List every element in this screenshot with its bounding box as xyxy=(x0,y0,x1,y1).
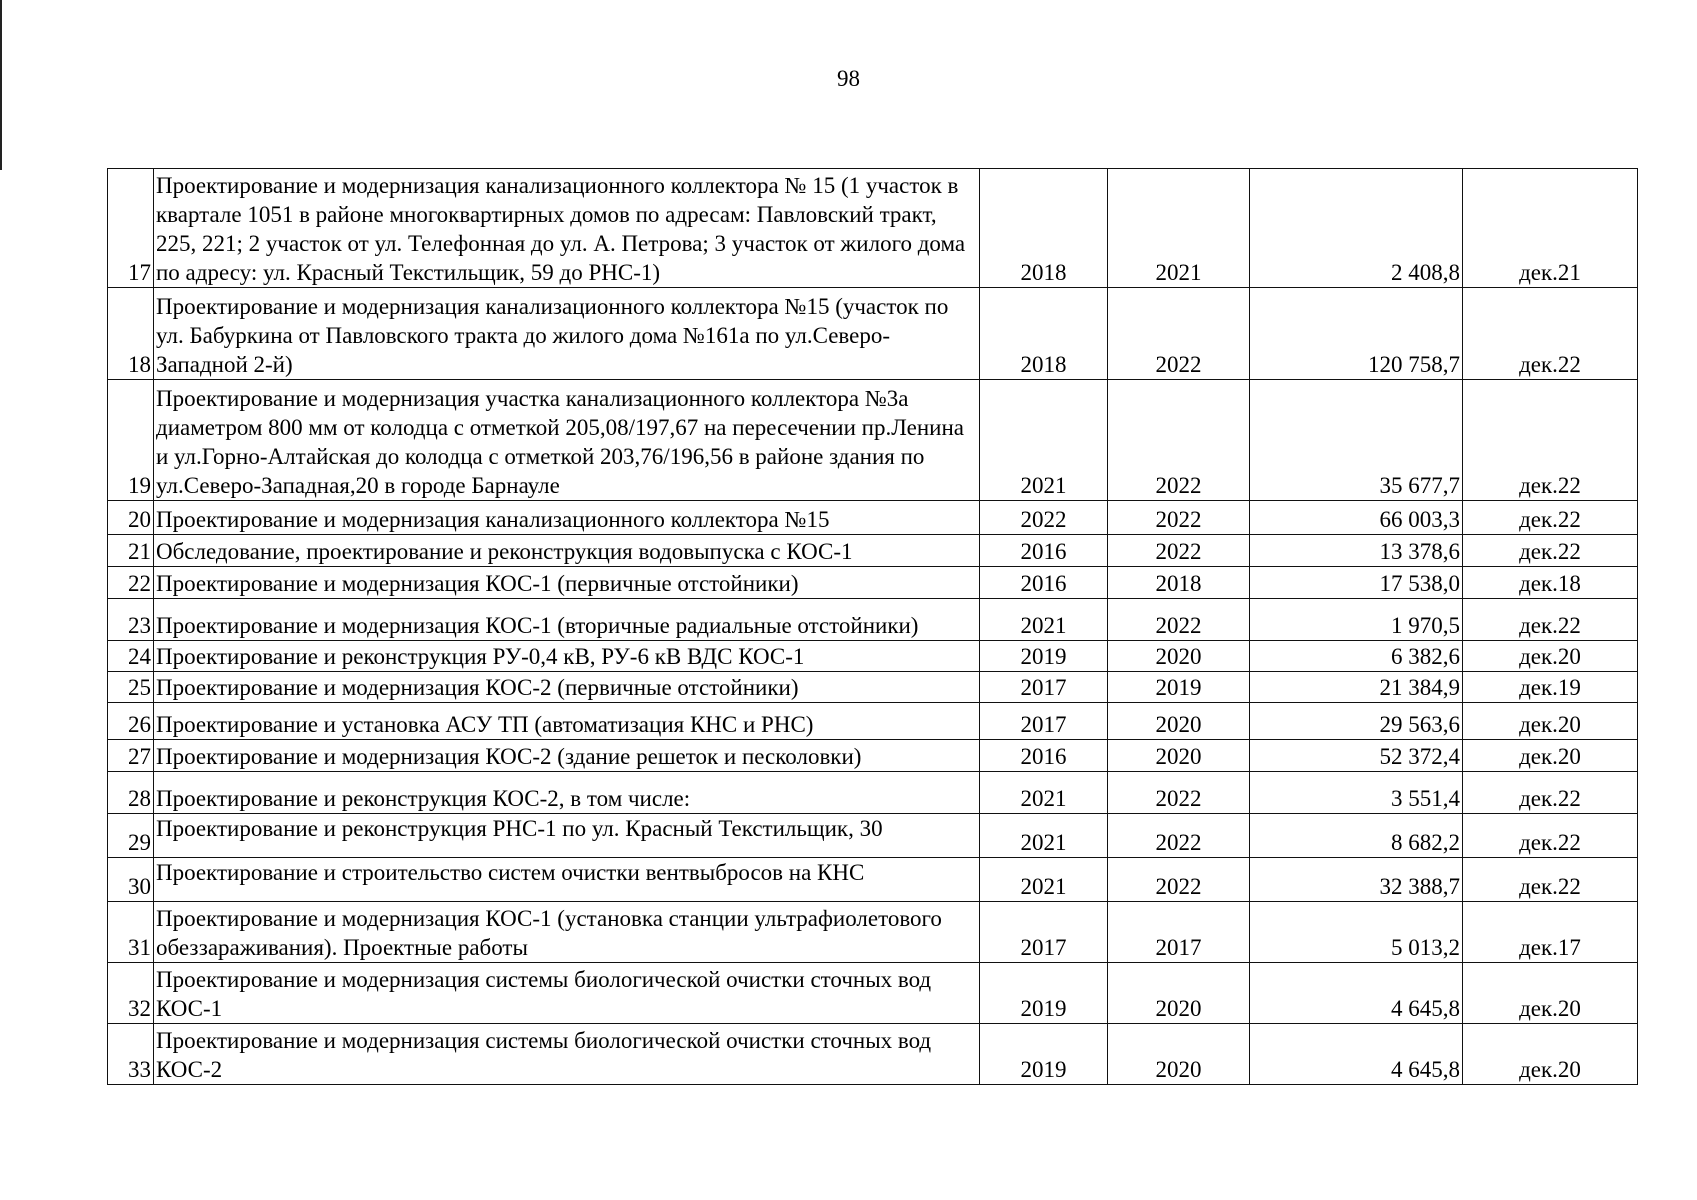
start-year: 2021 xyxy=(980,858,1108,902)
project-description: Проектирование и модернизация канализационного коллектора №15 xyxy=(154,501,980,535)
end-year: 2020 xyxy=(1108,740,1250,772)
end-year: 2022 xyxy=(1108,288,1250,380)
start-year: 2018 xyxy=(980,288,1108,380)
row-number: 25 xyxy=(108,672,154,703)
table-row xyxy=(108,1024,1638,1085)
table-row xyxy=(108,641,1638,672)
project-description: Проектирование и модернизация КОС-1 (первичные отстойники) xyxy=(154,567,980,599)
project-description: Проектирование и модернизация канализационного коллектора №15 (участок по ул. Бабуркина от Павловского тракта до жилого дома №161а по ул.Северо-Западной 2-й) xyxy=(154,288,980,380)
cost-value: 32 388,7 xyxy=(1250,858,1463,902)
row-number: 21 xyxy=(108,535,154,567)
completion-date: дек.22 xyxy=(1463,501,1638,535)
row-number: 18 xyxy=(108,288,154,380)
end-year: 2022 xyxy=(1108,535,1250,567)
cost-value: 13 378,6 xyxy=(1250,535,1463,567)
completion-date: дек.20 xyxy=(1463,740,1638,772)
row-number: 20 xyxy=(108,501,154,535)
end-year: 2022 xyxy=(1108,858,1250,902)
project-description: Проектирование и модернизация канализационного коллектора № 15 (1 участок в квартале 1051 в районе многоквартирных домов по адресам: Павловский тракт, 225, 221; 2 участок от ул. Телефонная до ул. А. Петрова; 3 участок от жилого дома по адресу: ул. Красный Текстильщик, 59 до РНС-1) xyxy=(154,169,980,288)
table-row xyxy=(108,902,1638,963)
table-row xyxy=(108,703,1638,740)
end-year: 2017 xyxy=(1108,902,1250,963)
table-row xyxy=(108,380,1638,501)
project-description: Проектирование и модернизация КОС-1 (вторичные радиальные отстойники) xyxy=(154,599,980,641)
table-row xyxy=(108,288,1638,380)
completion-date: дек.22 xyxy=(1463,535,1638,567)
row-number: 26 xyxy=(108,703,154,740)
end-year: 2022 xyxy=(1108,772,1250,814)
cost-value: 8 682,2 xyxy=(1250,814,1463,858)
project-description: Проектирование и модернизация КОС-2 (первичные отстойники) xyxy=(154,672,980,703)
completion-date: дек.22 xyxy=(1463,858,1638,902)
table-row xyxy=(108,599,1638,641)
completion-date: дек.20 xyxy=(1463,963,1638,1024)
row-number: 17 xyxy=(108,169,154,288)
end-year: 2020 xyxy=(1108,703,1250,740)
cost-value: 6 382,6 xyxy=(1250,641,1463,672)
start-year: 2021 xyxy=(980,772,1108,814)
project-description: Проектирование и модернизация КОС-2 (здание решеток и песколовки) xyxy=(154,740,980,772)
completion-date: дек.22 xyxy=(1463,772,1638,814)
cost-value: 17 538,0 xyxy=(1250,567,1463,599)
start-year: 2022 xyxy=(980,501,1108,535)
cost-value: 120 758,7 xyxy=(1250,288,1463,380)
table-row xyxy=(108,858,1638,902)
project-description: Проектирование и модернизация системы биологической очистки сточных вод КОС-2 xyxy=(154,1024,980,1085)
cost-value: 66 003,3 xyxy=(1250,501,1463,535)
project-description: Проектирование и реконструкция РУ-0,4 кВ, РУ-6 кВ ВДС КОС-1 xyxy=(154,641,980,672)
end-year: 2022 xyxy=(1108,380,1250,501)
row-number: 22 xyxy=(108,567,154,599)
completion-date: дек.22 xyxy=(1463,814,1638,858)
table-row xyxy=(108,963,1638,1024)
completion-date: дек.20 xyxy=(1463,641,1638,672)
start-year: 2016 xyxy=(980,567,1108,599)
table-row xyxy=(108,501,1638,535)
end-year: 2021 xyxy=(1108,169,1250,288)
project-description: Обследование, проектирование и реконструкция водовыпуска с КОС-1 xyxy=(154,535,980,567)
cost-value: 4 645,8 xyxy=(1250,1024,1463,1085)
cost-value: 1 970,5 xyxy=(1250,599,1463,641)
table-row xyxy=(108,740,1638,772)
row-number: 30 xyxy=(108,858,154,902)
end-year: 2022 xyxy=(1108,814,1250,858)
table-row xyxy=(108,814,1638,858)
projects-table xyxy=(107,168,1638,1085)
cost-value: 21 384,9 xyxy=(1250,672,1463,703)
project-description: Проектирование и реконструкция РНС-1 по ул. Красный Текстильщик, 30 xyxy=(154,814,980,858)
cost-value: 3 551,4 xyxy=(1250,772,1463,814)
completion-date: дек.19 xyxy=(1463,672,1638,703)
cost-value: 4 645,8 xyxy=(1250,963,1463,1024)
cost-value: 2 408,8 xyxy=(1250,169,1463,288)
project-description: Проектирование и модернизация КОС-1 (установка станции ультрафиолетового обеззараживания). Проектные работы xyxy=(154,902,980,963)
start-year: 2019 xyxy=(980,963,1108,1024)
start-year: 2017 xyxy=(980,672,1108,703)
start-year: 2018 xyxy=(980,169,1108,288)
completion-date: дек.20 xyxy=(1463,1024,1638,1085)
cost-value: 52 372,4 xyxy=(1250,740,1463,772)
row-number: 32 xyxy=(108,963,154,1024)
end-year: 2020 xyxy=(1108,641,1250,672)
row-number: 28 xyxy=(108,772,154,814)
completion-date: дек.18 xyxy=(1463,567,1638,599)
row-number: 29 xyxy=(108,814,154,858)
row-number: 33 xyxy=(108,1024,154,1085)
cost-value: 5 013,2 xyxy=(1250,902,1463,963)
cost-value: 29 563,6 xyxy=(1250,703,1463,740)
start-year: 2016 xyxy=(980,535,1108,567)
table-row xyxy=(108,567,1638,599)
start-year: 2017 xyxy=(980,902,1108,963)
cost-value: 35 677,7 xyxy=(1250,380,1463,501)
end-year: 2019 xyxy=(1108,672,1250,703)
row-number: 31 xyxy=(108,902,154,963)
table-row xyxy=(108,169,1638,288)
end-year: 2022 xyxy=(1108,501,1250,535)
project-description: Проектирование и модернизация системы биологической очистки сточных вод КОС-1 xyxy=(154,963,980,1024)
start-year: 2021 xyxy=(980,814,1108,858)
projects-table-body xyxy=(108,169,1638,1085)
row-number: 19 xyxy=(108,380,154,501)
project-description: Проектирование и строительство систем очистки вентвыбросов на КНС xyxy=(154,858,980,902)
start-year: 2016 xyxy=(980,740,1108,772)
start-year: 2019 xyxy=(980,1024,1108,1085)
end-year: 2020 xyxy=(1108,963,1250,1024)
project-description: Проектирование и установка АСУ ТП (автоматизация КНС и РНС) xyxy=(154,703,980,740)
start-year: 2019 xyxy=(980,641,1108,672)
row-number: 23 xyxy=(108,599,154,641)
row-number: 24 xyxy=(108,641,154,672)
completion-date: дек.17 xyxy=(1463,902,1638,963)
start-year: 2021 xyxy=(980,599,1108,641)
page-number: 98 xyxy=(837,66,860,91)
completion-date: дек.21 xyxy=(1463,169,1638,288)
project-description: Проектирование и модернизация участка канализационного коллектора №3а диаметром 800 мм от колодца с отметкой 205,08/197,67 на пересечении пр.Ленина и ул.Горно-Алтайская до колодца с отметкой 203,76/196,56 в районе здания по ул.Северо-Западная,20 в городе Барнауле xyxy=(154,380,980,501)
start-year: 2017 xyxy=(980,703,1108,740)
end-year: 2018 xyxy=(1108,567,1250,599)
start-year: 2021 xyxy=(980,380,1108,501)
table-row xyxy=(108,672,1638,703)
completion-date: дек.22 xyxy=(1463,380,1638,501)
table-row xyxy=(108,772,1638,814)
completion-date: дек.22 xyxy=(1463,288,1638,380)
end-year: 2020 xyxy=(1108,1024,1250,1085)
project-description: Проектирование и реконструкция КОС-2, в том числе: xyxy=(154,772,980,814)
row-number: 27 xyxy=(108,740,154,772)
end-year: 2022 xyxy=(1108,599,1250,641)
table-row xyxy=(108,535,1638,567)
completion-date: дек.20 xyxy=(1463,703,1638,740)
completion-date: дек.22 xyxy=(1463,599,1638,641)
